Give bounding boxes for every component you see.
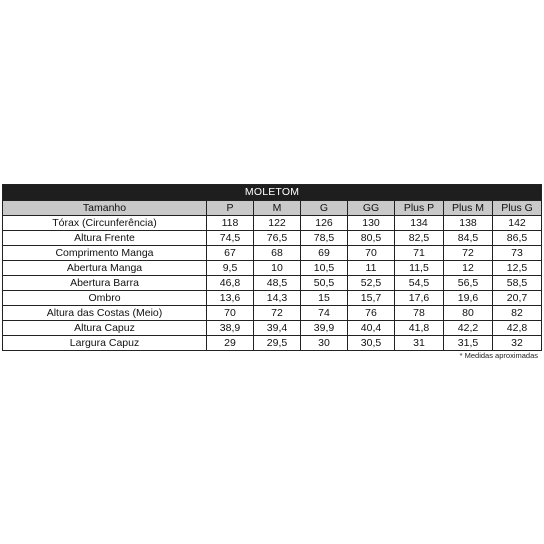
row-label: Comprimento Manga — [3, 246, 207, 261]
measurement-cell: 30,5 — [348, 336, 395, 351]
measurement-cell: 17,6 — [395, 291, 444, 306]
table-row — [3, 231, 542, 246]
measurement-cell: 138 — [444, 216, 493, 231]
measurement-cell: 76,5 — [254, 231, 301, 246]
measurement-cell: 73 — [493, 246, 542, 261]
measurement-cell: 39,9 — [301, 321, 348, 336]
measurement-cell: 12,5 — [493, 261, 542, 276]
table-row — [3, 216, 542, 231]
table-row — [3, 246, 542, 261]
measurement-cell: 15,7 — [348, 291, 395, 306]
row-label: Abertura Barra — [3, 276, 207, 291]
table-body — [3, 216, 542, 351]
size-header: Plus P — [395, 201, 444, 216]
measurement-cell: 10,5 — [301, 261, 348, 276]
measurement-cell: 56,5 — [444, 276, 493, 291]
measurement-cell: 42,8 — [493, 321, 542, 336]
measurement-cell: 71 — [395, 246, 444, 261]
table-row — [3, 321, 542, 336]
measurement-cell: 86,5 — [493, 231, 542, 246]
measurement-cell: 58,5 — [493, 276, 542, 291]
size-header: G — [301, 201, 348, 216]
measurement-cell: 46,8 — [207, 276, 254, 291]
measurement-cell: 74,5 — [207, 231, 254, 246]
measurement-cell: 30 — [301, 336, 348, 351]
table-row — [3, 261, 542, 276]
measurement-cell: 74 — [301, 306, 348, 321]
measurement-cell: 82 — [493, 306, 542, 321]
row-label: Altura das Costas (Meio) — [3, 306, 207, 321]
measurement-cell: 41,8 — [395, 321, 444, 336]
row-label: Abertura Manga — [3, 261, 207, 276]
row-label: Largura Capuz — [3, 336, 207, 351]
measurement-cell: 72 — [444, 246, 493, 261]
measurement-cell: 19,6 — [444, 291, 493, 306]
row-label: Tórax (Circunferência) — [3, 216, 207, 231]
measurement-cell: 40,4 — [348, 321, 395, 336]
measurement-cell: 76 — [348, 306, 395, 321]
measurement-cell: 42,2 — [444, 321, 493, 336]
size-header: GG — [348, 201, 395, 216]
measurement-cell: 84,5 — [444, 231, 493, 246]
table-row — [3, 336, 542, 351]
measurement-cell: 29 — [207, 336, 254, 351]
measurement-cell: 70 — [348, 246, 395, 261]
measurement-cell: 29,5 — [254, 336, 301, 351]
size-table-container — [2, 184, 541, 351]
header-label: Tamanho — [3, 201, 207, 216]
size-table — [2, 184, 542, 351]
measurement-cell: 142 — [493, 216, 542, 231]
measurement-cell: 10 — [254, 261, 301, 276]
measurement-cell: 130 — [348, 216, 395, 231]
row-label: Ombro — [3, 291, 207, 306]
measurement-cell: 20,7 — [493, 291, 542, 306]
measurement-cell: 70 — [207, 306, 254, 321]
table-row — [3, 291, 542, 306]
measurement-cell: 9,5 — [207, 261, 254, 276]
measurement-cell: 134 — [395, 216, 444, 231]
footnote: * Medidas aproximadas — [459, 351, 538, 360]
measurement-cell: 67 — [207, 246, 254, 261]
measurement-cell: 80 — [444, 306, 493, 321]
table-title: MOLETOM — [3, 185, 542, 201]
measurement-cell: 39,4 — [254, 321, 301, 336]
measurement-cell: 13,6 — [207, 291, 254, 306]
table-row — [3, 306, 542, 321]
measurement-cell: 14,3 — [254, 291, 301, 306]
measurement-cell: 31,5 — [444, 336, 493, 351]
measurement-cell: 12 — [444, 261, 493, 276]
measurement-cell: 52,5 — [348, 276, 395, 291]
measurement-cell: 11,5 — [395, 261, 444, 276]
row-label: Altura Frente — [3, 231, 207, 246]
header-row — [3, 201, 542, 216]
size-header: Plus M — [444, 201, 493, 216]
measurement-cell: 82,5 — [395, 231, 444, 246]
measurement-cell: 48,5 — [254, 276, 301, 291]
size-header: P — [207, 201, 254, 216]
measurement-cell: 69 — [301, 246, 348, 261]
measurement-cell: 78,5 — [301, 231, 348, 246]
measurement-cell: 68 — [254, 246, 301, 261]
measurement-cell: 122 — [254, 216, 301, 231]
row-label: Altura Capuz — [3, 321, 207, 336]
measurement-cell: 78 — [395, 306, 444, 321]
measurement-cell: 31 — [395, 336, 444, 351]
measurement-cell: 15 — [301, 291, 348, 306]
size-header: Plus G — [493, 201, 542, 216]
measurement-cell: 32 — [493, 336, 542, 351]
measurement-cell: 54,5 — [395, 276, 444, 291]
measurement-cell: 118 — [207, 216, 254, 231]
table-row — [3, 276, 542, 291]
measurement-cell: 50,5 — [301, 276, 348, 291]
size-header: M — [254, 201, 301, 216]
measurement-cell: 38,9 — [207, 321, 254, 336]
measurement-cell: 11 — [348, 261, 395, 276]
measurement-cell: 80,5 — [348, 231, 395, 246]
measurement-cell: 126 — [301, 216, 348, 231]
measurement-cell: 72 — [254, 306, 301, 321]
title-row — [3, 185, 542, 201]
